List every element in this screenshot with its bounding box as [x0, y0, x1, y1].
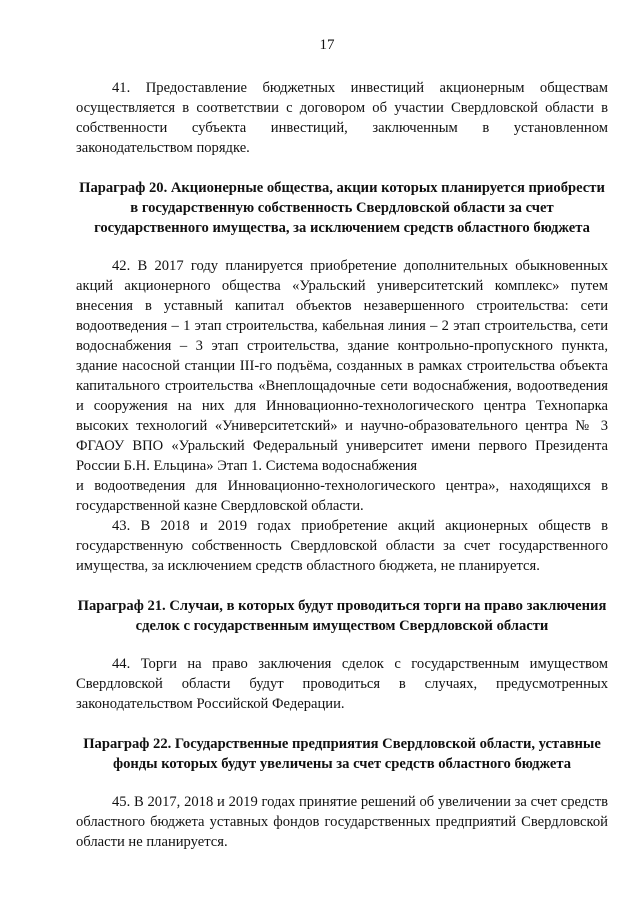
paragraph-item-42-continuation: и водоотведения для Инновационно-технологического центра», находящихся в государственной казне Свердловской области.	[76, 478, 608, 514]
page-number: 17	[319, 37, 335, 53]
paragraph-item-41: 41. Предоставление бюджетных инвестиций акционерным обществам осуществляется в соответствии с договором об участии Свердловской области в собственности субъекта инвестиций, заключенным в установленном законодательством порядке.	[76, 80, 608, 156]
section-21-title: Параграф 21. Случаи, в которых будут проводиться торги на право заключения сделок с государственным имуществом Свердловской области	[77, 598, 607, 634]
paragraph-item-43: 43. В 2018 и 2019 годах приобретение акций акционерных обществ в государственную собственность Свердловской области за счет государственного имущества, за исключением средств областного бюджета, не планируется.	[76, 518, 608, 574]
section-22-title: Параграф 22. Государственные предприятия Свердловской области, уставные фонды которых будут увеличены за счет средств областного бюджета	[83, 736, 601, 772]
paragraph-item-42: 42. В 2017 году планируется приобретение дополнительных обыкновенных акций акционерного общества «Уральский университетский комплекс» путем внесения в уставный капитал объектов незавершенного строительства: сети водоотведения – 1 этап строительства, кабельная линия – 2 этап строительства, сети водоснабжения – 3 этап строительства, здание контрольно-пропускного пункта, здание насосной станции III-го подъёма, созданных в рамках строительства объекта капитального строительства «Внеплощадочные сети водоснабжения, водоотведения и сооружения на них для Инновационно-технологического центра Технопарка высоких технологий «Университетский» и научно-образовательного центра № 3 ФГАОУ ВПО «Уральский Федеральный университет имени первого Президента России Б.Н. Ельцина» Этап 1. Система водоснабжения	[76, 258, 608, 474]
paragraph-item-44: 44. Торги на право заключения сделок с государственным имуществом Свердловской области будут проводиться в случаях, предусмотренных законодательством Российской Федерации.	[76, 656, 608, 712]
paragraph-item-45: 45. В 2017, 2018 и 2019 годах принятие решений об увеличении за счет средств областного бюджета уставных фондов государственных предприятий Свердловской области не планируется.	[76, 794, 608, 850]
section-20-title: Параграф 20. Акционерные общества, акции которых планируется приобрести в государственную собственность Свердловской области за счет государственного имущества, за исключением средств областного бюджета	[79, 180, 605, 236]
